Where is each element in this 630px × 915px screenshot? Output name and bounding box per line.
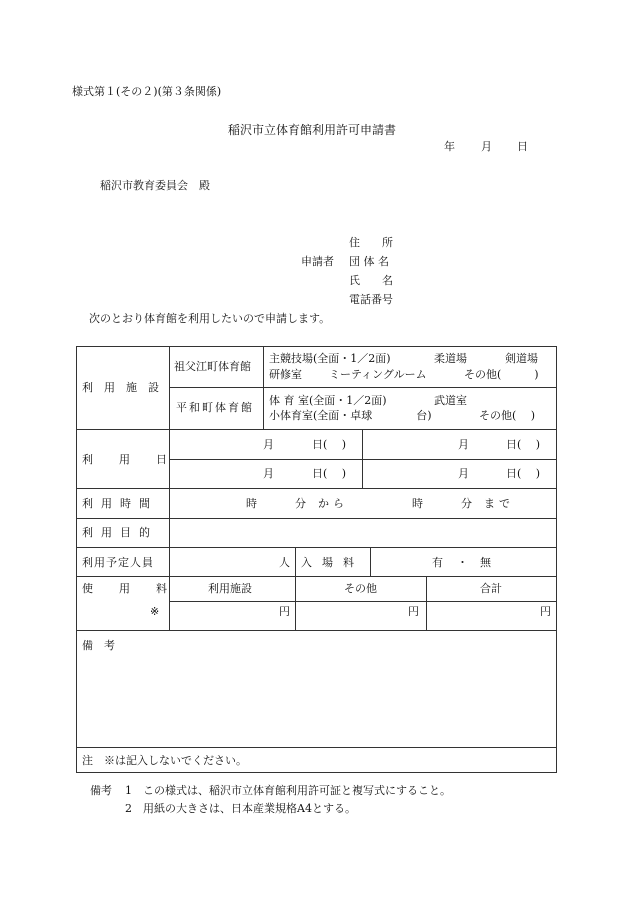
fee-office-mark: ※ bbox=[150, 605, 160, 618]
heiwa-gym-name: 平和町体育館 bbox=[176, 401, 254, 414]
sofue-meeting-room: ミーティングルーム bbox=[329, 368, 427, 381]
admission-separator: ・ bbox=[457, 556, 468, 569]
applicant-phone-label: 電話番号 bbox=[349, 293, 393, 306]
sofue-gym-name: 祖父江町体育館 bbox=[174, 360, 251, 373]
time-from-hour: 時 bbox=[246, 497, 257, 510]
purpose-label: 利用目的 bbox=[82, 526, 158, 539]
sofue-other: その他( ) bbox=[464, 368, 539, 381]
footnotes-label: 備考 bbox=[90, 784, 112, 797]
use-time-label: 利用時間 bbox=[82, 497, 158, 510]
remarks-label: 備 考 bbox=[82, 639, 115, 652]
time-from-label: から bbox=[318, 497, 348, 510]
sofue-kendo-hall: 剣道場 bbox=[505, 352, 538, 365]
headcount-unit: 人 bbox=[279, 556, 290, 569]
applicant-group-label: 団 体 名 bbox=[349, 255, 389, 268]
facility-label: 利用施設 bbox=[82, 381, 170, 394]
date-year-label: 年 bbox=[444, 140, 455, 153]
use-date-1-day: 日( ) bbox=[312, 438, 347, 451]
footnote-2-text: 用紙の大きさは、日本産業規格A4とする。 bbox=[143, 802, 356, 815]
intro-text: 次のとおり体育館を利用したいので申請します。 bbox=[89, 312, 331, 325]
fee-facility-yen: 円 bbox=[279, 605, 290, 618]
time-from-minute: 分 bbox=[295, 497, 306, 510]
headcount-label: 利用予定人員 bbox=[82, 556, 154, 569]
use-date-label: 利用日 bbox=[82, 453, 193, 466]
use-date-2-month: 月 bbox=[458, 438, 469, 451]
heiwa-gym-room: 体 育 室(全面・1／2面) bbox=[269, 394, 387, 407]
footnote-2-num: 2 bbox=[125, 802, 132, 815]
applicant-name-label: 氏 名 bbox=[349, 274, 393, 287]
fee-label: 使用料 bbox=[82, 582, 193, 595]
sofue-judo-hall: 柔道場 bbox=[434, 352, 467, 365]
date-month-label: 月 bbox=[481, 140, 492, 153]
page-title: 稲沢市立体育館利用許可申請書 bbox=[228, 123, 397, 137]
addressee: 稲沢市教育委員会 殿 bbox=[100, 179, 210, 192]
admission-yes: 有 bbox=[432, 556, 443, 569]
sofue-main-arena: 主競技場(全面・1／2面) bbox=[269, 352, 391, 365]
use-date-4-month: 月 bbox=[458, 467, 469, 480]
heiwa-small-gym: 小体育室(全面・卓球 台) bbox=[269, 409, 432, 422]
admission-fee-label: 入場料 bbox=[301, 556, 364, 569]
time-until-hour: 時 bbox=[412, 497, 423, 510]
footnote-1-num: 1 bbox=[125, 784, 132, 797]
form-number: 様式第１(その２)(第３条関係) bbox=[72, 85, 222, 98]
table-note: 注 ※は記入しないでください。 bbox=[82, 754, 247, 767]
sofue-training-room: 研修室 bbox=[269, 368, 302, 381]
heiwa-budo-room: 武道室 bbox=[434, 394, 467, 407]
use-date-4-day: 日( ) bbox=[506, 467, 541, 480]
use-date-1-month: 月 bbox=[263, 438, 274, 451]
fee-col-total: 合計 bbox=[480, 582, 502, 595]
use-date-3-day: 日( ) bbox=[312, 467, 347, 480]
fee-other-yen: 円 bbox=[408, 605, 419, 618]
use-date-3-month: 月 bbox=[263, 467, 274, 480]
time-until-minute: 分 bbox=[461, 497, 472, 510]
admission-no: 無 bbox=[480, 556, 491, 569]
use-date-2-day: 日( ) bbox=[506, 438, 541, 451]
footnote-1-text: この様式は、稲沢市立体育館利用許可証と複写式にすること。 bbox=[143, 784, 451, 797]
fee-total-yen: 円 bbox=[540, 605, 551, 618]
applicant-label: 申請者 bbox=[301, 255, 334, 268]
fee-col-facility: 利用施設 bbox=[208, 582, 252, 595]
heiwa-other: その他( ) bbox=[479, 409, 536, 422]
time-until-label: まで bbox=[484, 497, 514, 510]
date-day-label: 日 bbox=[517, 140, 528, 153]
fee-col-other: その他 bbox=[344, 582, 377, 595]
applicant-address-label: 住 所 bbox=[349, 236, 393, 249]
